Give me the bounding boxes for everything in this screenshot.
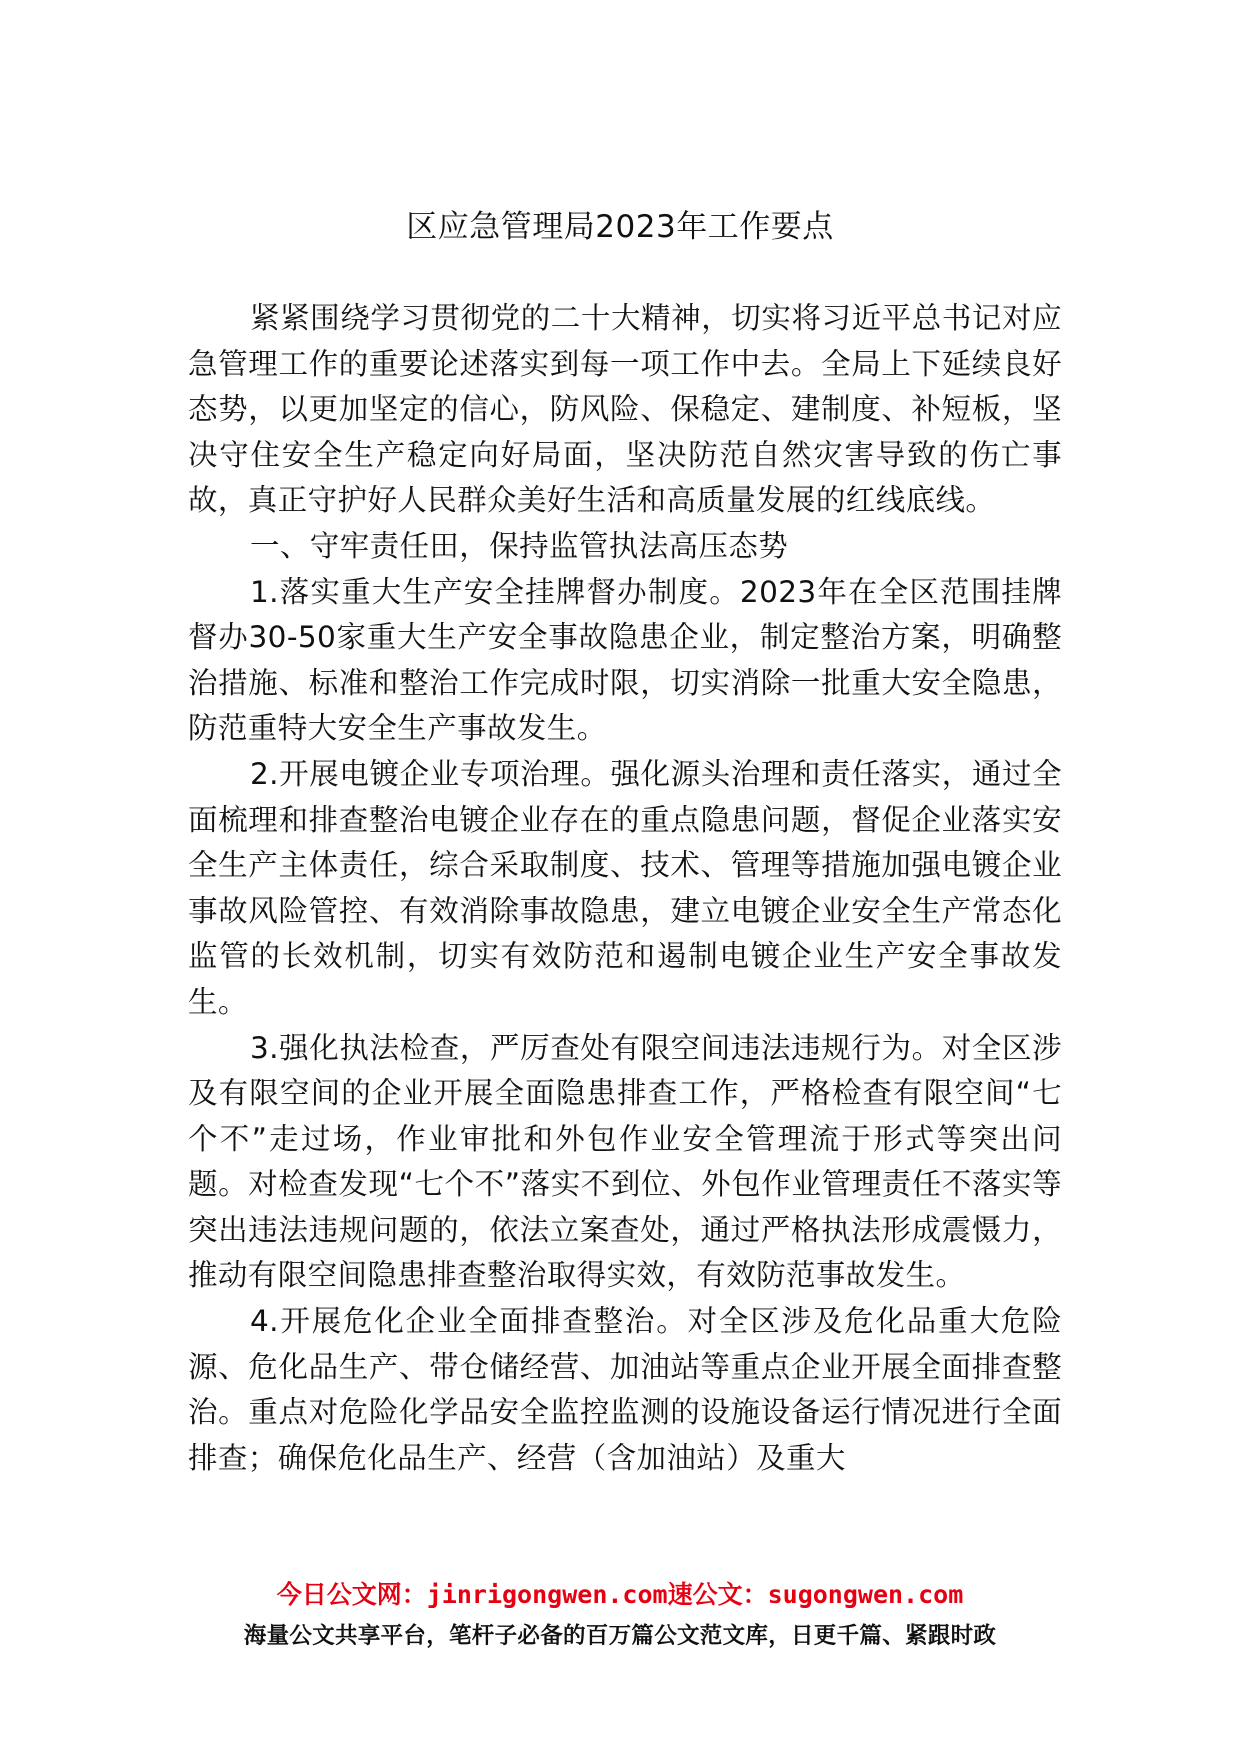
- document-body: [188, 296, 1062, 1481]
- footer-sites: [0, 1578, 1240, 1612]
- item-paragraph-2: 2.开展电镀企业专项治理。强化源头治理和责任落实，通过全面梳理和排查整治电镀企业存在的重点隐患问题，督促企业落实安全生产主体责任，综合采取制度、技术、管理等措施加强电镀企业事故风险管控、有效消除事故隐患，建立电镀企业安全生产常态化监管的长效机制，切实有效防范和遏制电镀企业生产安全事故发生。: [188, 756, 1062, 1019]
- document-title: 区应急管理局2023年工作要点: [406, 209, 834, 245]
- section-heading-1: 一、守牢责任田，保持监管执法高压态势: [250, 528, 789, 563]
- site2-link[interactable]: sugongwen.com: [767, 1580, 964, 1609]
- item-paragraph-1: 1.落实重大生产安全挂牌督办制度。2023年在全区范围挂牌督办30-50家重大生产安全事故隐患企业，制定整治方案，明确整治措施、标准和整治工作完成时限，切实消除一批重大安全隐患，防范重特大安全生产事故发生。: [188, 574, 1062, 746]
- site2-label: 速公文：: [667, 1580, 768, 1609]
- site1-label: 今日公文网：: [276, 1580, 427, 1609]
- footer-slogan: 海量公文共享平台，笔杆子必备的百万篇公文范文库，日更千篇、紧跟时政: [243, 1623, 997, 1649]
- item-paragraph-4: 4.开展危化企业全面排查整治。对全区涉及危化品重大危险源、危化品生产、带仓储经营、加油站等重点企业开展全面排查整治。重点对危险化学品安全监控监测的设施设备运行情况进行全面排查；确保危化品生产、经营（含加油站）及重大: [188, 1304, 1062, 1475]
- intro-paragraph: 紧紧围绕学习贯彻党的二十大精神，切实将习近平总书记对应急管理工作的重要论述落实到每一项工作中去。全局上下延续良好态势，以更加坚定的信心，防风险、保稳定、建制度、补短板，坚决守住安全生产稳定向好局面，坚决防范自然灾害导致的伤亡事故，真正守护好人民群众美好生活和高质量发展的红线底线。: [188, 301, 1062, 518]
- item-paragraph-3: 3.强化执法检查，严厉查处有限空间违法违规行为。对全区涉及有限空间的企业开展全面隐患排查工作，严格检查有限空间“七个不”走过场，作业审批和外包作业安全管理流于形式等突出问题。对检查发现“七个不”落实不到位、外包作业管理责任不落实等突出违法违规问题的，依法立案查处，通过严格执法形成震慑力，推动有限空间隐患排查整治取得实效，有效防范事故发生。: [188, 1030, 1062, 1293]
- site1-link[interactable]: jinrigongwen.com: [426, 1580, 668, 1609]
